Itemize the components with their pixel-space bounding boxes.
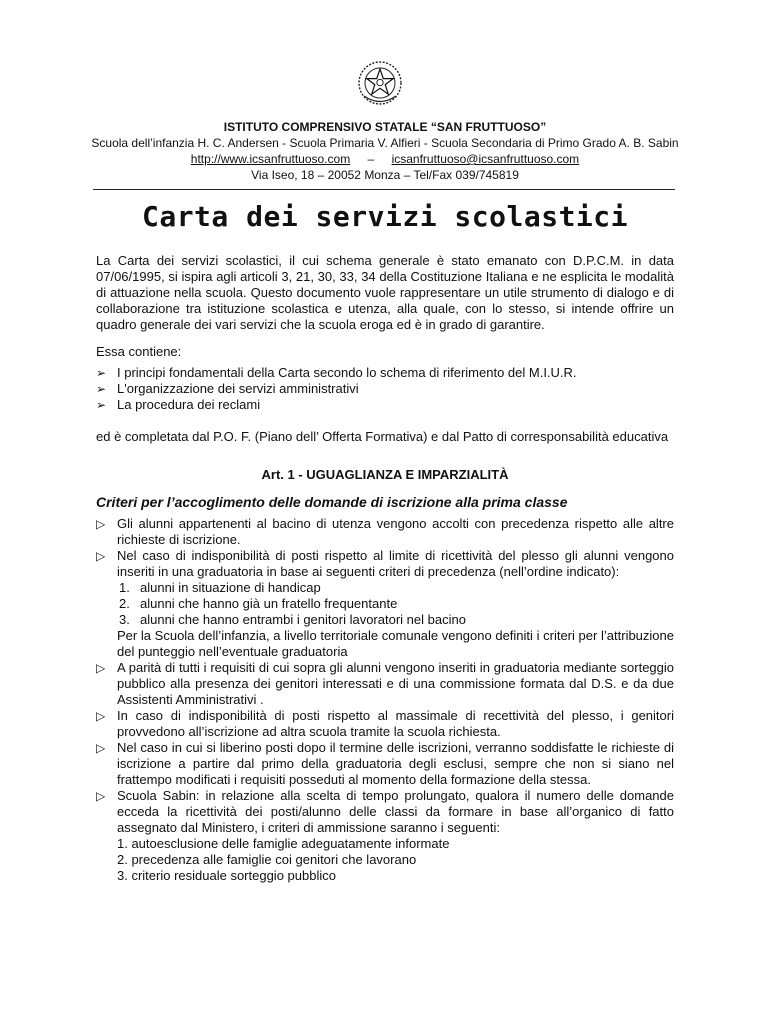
contents-list (96, 365, 674, 413)
criterion-item: ▷ Gli alunni appartenenti al bacino di utenza vengono accolti con precedenza rispetto alle altre richieste di iscrizione. (96, 516, 674, 547)
list-item: ➢ La procedura dei reclami (96, 397, 261, 412)
list-item: ➢ I principi fondamentali della Carta secondo lo schema di riferimento del M.I.U.R. (96, 365, 577, 380)
criterion-item: ▷ Scuola Sabin: in relazione alla scelta di tempo prolungato, qualora il numero delle domande ecceda la ricettività dei posti/alunno delle classi da formare in base all’organico di fatto assegnato dal Ministero, i criteri di ammissione saranno i seguenti: (96, 788, 674, 835)
criterion-item: ▷ In caso di indisponibilità di posti rispetto al massimale di recettività del plesso, i genitori provvedono all’iscrizione ad altra scuola tramite la scuola richiesta. (96, 708, 674, 739)
triangle-bullet-icon: ▷ (96, 517, 106, 531)
criterion-item: ▷ Nel caso in cui si liberino posti dopo il termine delle iscrizioni, verranno soddisfatte le richieste di iscrizione a partire dal primo della graduatoria degli esclusi, sempre che non si siano nel frattempo modificati i requisiti posseduti al momento della formazione della stessa. (96, 740, 674, 787)
link-separator: – (367, 152, 375, 166)
triangle-bullet-icon: ▷ (96, 741, 106, 755)
triangle-bullet-icon: ▷ (96, 709, 106, 723)
completion-note: ed è completata dal P.O. F. (Piano dell’ Offerta Formativa) e dal Patto di corresponsabilità educativa (96, 429, 669, 444)
school-address: Via Iseo, 18 – 20052 Monza – Tel/Fax 039/745819 (251, 168, 519, 182)
contents-label: Essa contiene: (96, 344, 182, 359)
arrow-bullet-icon: ➢ (96, 398, 107, 412)
arrow-bullet-icon: ➢ (96, 382, 107, 396)
list-item: 3. criterio residuale sorteggio pubblico (117, 868, 336, 883)
criterion-note: Per la Scuola dell’infanzia, a livello territoriale comunale vengono definiti i criteri per l’attribuzione del punteggio nell’eventuale graduatoria (117, 628, 674, 659)
list-item: ➢ L'organizzazione dei servizi amministrativi (96, 381, 359, 396)
website-link[interactable]: http://www.icsanfruttuoso.com (190, 152, 351, 166)
triangle-bullet-icon: ▷ (96, 661, 106, 675)
criteria-list (96, 516, 674, 884)
school-name: ISTITUTO COMPRENSIVO STATALE “SAN FRUTTUOSO” (223, 120, 547, 134)
sub-criterion: 3. alunni che hanno entrambi i genitori lavoratori nel bacino (119, 612, 466, 627)
intro-paragraph: La Carta dei servizi scolastici, il cui schema generale è stato emanato con D.P.C.M. in data 07/06/1995, si ispira agli articoli 3, 21, 30, 33, 34 della Costituzione Italiana e ne esplicita le modalità di attuazione nella scuola. Questo documento vuole rappresentare un utile strumento di dialogo e di collaborazione tra istituzione scolastica e utenza, alla quale, con lo stesso, si intende offrire un quadro generale dei vari servizi che la scuola eroga ed è in grado di garantire. (96, 253, 674, 332)
criterion-item: ▷ A parità di tutti i requisiti di cui sopra gli alunni vengono inseriti in graduatoria mediante sorteggio pubblico alla presenza dei genitori interessati e di una commissione formata dal D.S. e da due Assistenti Amministrativi . (96, 660, 674, 707)
schools-line: Scuola dell’infanzia H. C. Andersen - Scuola Primaria V. Alfieri - Scuola Secondaria di Primo Grado A. B. Sabin (91, 136, 679, 150)
page-title: Carta dei servizi scolastici (141, 200, 628, 233)
list-item: 1. autoesclusione delle famiglie adeguatamente informate (117, 836, 450, 851)
letterhead (90, 119, 680, 183)
criteria-title: Criteri per l’accoglimento delle domande di iscrizione alla prima classe (96, 494, 568, 510)
criterion-item: ▷ Nel caso di indisponibilità di posti rispetto al limite di ricettività del plesso gli alunni vengono inseriti in una graduatoria in base ai seguenti criteri di precedenza (nell’ordine indicato): (96, 548, 674, 579)
arrow-bullet-icon: ➢ (96, 366, 107, 380)
header-divider (93, 189, 675, 190)
triangle-bullet-icon: ▷ (96, 789, 106, 803)
sub-criterion: 1. alunni in situazione di handicap (119, 580, 321, 595)
sub-criterion: 2. alunni che hanno già un fratello frequentante (119, 596, 398, 611)
italian-republic-emblem-icon (357, 60, 403, 106)
admission-criteria-list (96, 836, 674, 884)
email-link[interactable]: icsanfruttuoso@icsanfruttuoso.com (391, 152, 580, 166)
article-heading: Art. 1 - UGUAGLIANZA E IMPARZIALITÀ (261, 467, 509, 482)
list-item: 2. precedenza alle famiglie coi genitori che lavorano (117, 852, 417, 867)
triangle-bullet-icon: ▷ (96, 549, 106, 563)
contact-links (90, 151, 680, 167)
